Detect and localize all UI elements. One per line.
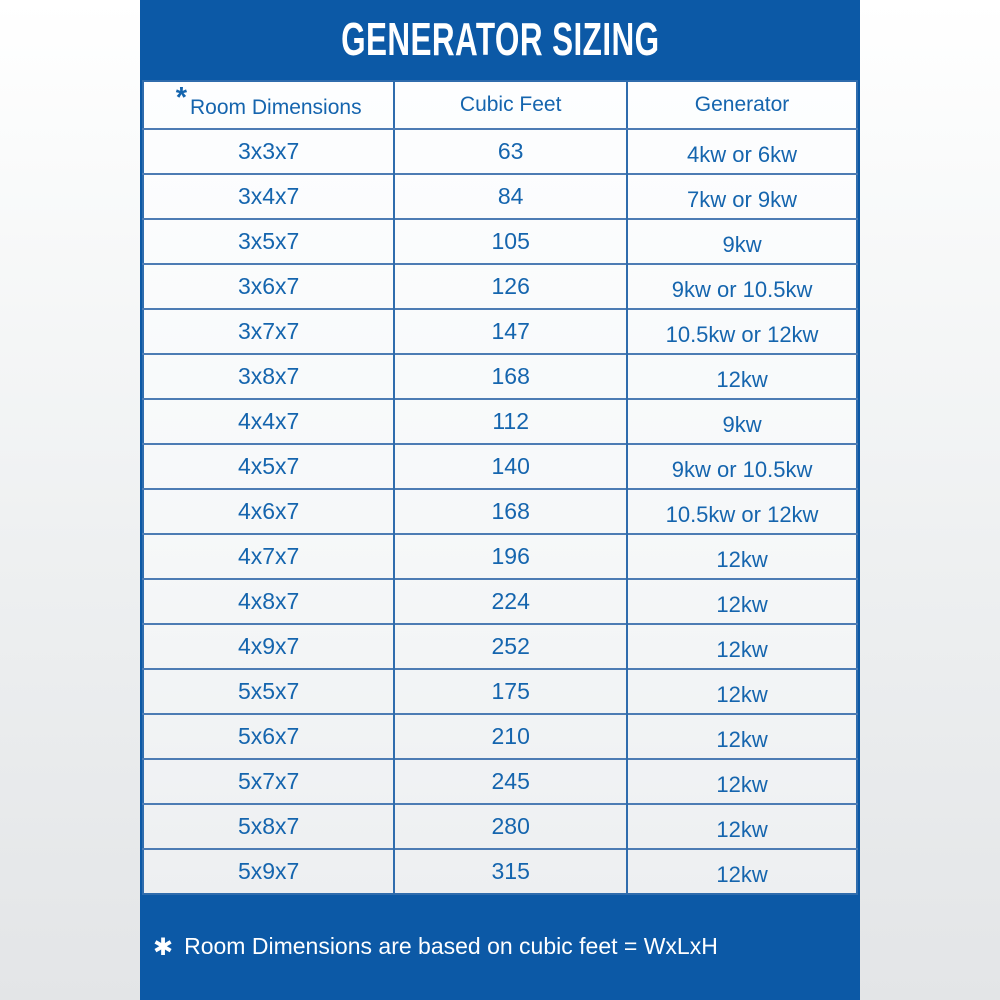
cell-room-dimensions: 4x8x7 bbox=[143, 579, 394, 624]
table-row bbox=[143, 759, 857, 804]
cell-generator: 12kw bbox=[627, 624, 857, 669]
table-header-row bbox=[143, 81, 857, 129]
cell-generator: 10.5kw or 12kw bbox=[627, 489, 857, 534]
cell-cubic-feet: 112 bbox=[394, 399, 627, 444]
cell-room-dimensions: 3x5x7 bbox=[143, 219, 394, 264]
cell-generator: 9kw bbox=[627, 399, 857, 444]
table-row bbox=[143, 174, 857, 219]
cell-generator: 12kw bbox=[627, 714, 857, 759]
cell-generator: 12kw bbox=[627, 579, 857, 624]
table-row bbox=[143, 129, 857, 174]
table-row bbox=[143, 354, 857, 399]
cell-generator: 9kw or 10.5kw bbox=[627, 444, 857, 489]
table-row bbox=[143, 669, 857, 714]
cell-room-dimensions: 4x5x7 bbox=[143, 444, 394, 489]
cell-cubic-feet: 210 bbox=[394, 714, 627, 759]
cell-generator: 10.5kw or 12kw bbox=[627, 309, 857, 354]
cell-room-dimensions: 4x7x7 bbox=[143, 534, 394, 579]
table-row bbox=[143, 444, 857, 489]
cell-cubic-feet: 105 bbox=[394, 219, 627, 264]
table-row bbox=[143, 219, 857, 264]
cell-room-dimensions: 3x8x7 bbox=[143, 354, 394, 399]
col-header-generator: Generator bbox=[627, 81, 857, 129]
generator-sizing-panel bbox=[140, 0, 860, 1000]
cell-room-dimensions: 3x4x7 bbox=[143, 174, 394, 219]
cell-cubic-feet: 315 bbox=[394, 849, 627, 894]
cell-room-dimensions: 5x7x7 bbox=[143, 759, 394, 804]
cell-cubic-feet: 224 bbox=[394, 579, 627, 624]
cell-room-dimensions: 4x6x7 bbox=[143, 489, 394, 534]
cell-room-dimensions: 5x8x7 bbox=[143, 804, 394, 849]
table-row bbox=[143, 624, 857, 669]
cell-room-dimensions: 3x6x7 bbox=[143, 264, 394, 309]
cell-generator: 9kw or 10.5kw bbox=[627, 264, 857, 309]
cell-cubic-feet: 252 bbox=[394, 624, 627, 669]
cell-room-dimensions: 5x6x7 bbox=[143, 714, 394, 759]
cell-generator: 12kw bbox=[627, 849, 857, 894]
page-title: GENERATOR SIZING bbox=[340, 13, 660, 65]
cell-cubic-feet: 168 bbox=[394, 489, 627, 534]
cell-room-dimensions: 3x3x7 bbox=[237, 138, 300, 164]
table-row bbox=[143, 264, 857, 309]
cell-room-dimensions: 5x5x7 bbox=[143, 669, 394, 714]
table-body bbox=[143, 129, 857, 894]
cell-cubic-feet: 63 bbox=[394, 129, 627, 174]
table-row bbox=[143, 849, 857, 894]
cell-generator: 9kw bbox=[627, 219, 857, 264]
asterisk-icon: ✱ bbox=[153, 934, 174, 961]
col-header-room-dimensions-label: Room Dimensions bbox=[190, 95, 362, 119]
cell-room-dimensions: 5x9x7 bbox=[143, 849, 394, 894]
cell-cubic-feet: 147 bbox=[394, 309, 627, 354]
table-row bbox=[143, 804, 857, 849]
table-row bbox=[143, 309, 857, 354]
col-header-cubic-feet: Cubic Feet bbox=[394, 81, 627, 129]
cell-generator: 12kw bbox=[627, 534, 857, 579]
cell-cubic-feet: 168 bbox=[394, 354, 627, 399]
cell-generator: 12kw bbox=[627, 354, 857, 399]
cell-generator: 4kw or 6kw bbox=[627, 129, 857, 174]
generator-sizing-table bbox=[142, 80, 858, 895]
cell-cubic-feet: 245 bbox=[394, 759, 627, 804]
asterisk-icon: * bbox=[175, 81, 188, 114]
cell-cubic-feet: 84 bbox=[394, 174, 627, 219]
cell-generator: 12kw bbox=[627, 759, 857, 804]
table-row bbox=[143, 489, 857, 534]
footnote-band bbox=[140, 893, 860, 1000]
table-row bbox=[143, 579, 857, 624]
cell-generator: 12kw bbox=[627, 669, 857, 714]
cell-room-dimensions: 4x4x7 bbox=[143, 399, 394, 444]
cell-generator: 12kw bbox=[627, 804, 857, 849]
cell-generator: 7kw or 9kw bbox=[627, 174, 857, 219]
cell-cubic-feet: 126 bbox=[394, 264, 627, 309]
col-header-room-dimensions bbox=[143, 81, 394, 129]
cell-room-dimensions: 4x9x7 bbox=[143, 624, 394, 669]
cell-cubic-feet: 196 bbox=[394, 534, 627, 579]
cell-room-dimensions: 3x7x7 bbox=[143, 309, 394, 354]
table-row bbox=[143, 399, 857, 444]
cell-cubic-feet: 175 bbox=[394, 669, 627, 714]
table-row bbox=[143, 534, 857, 579]
footnote-text: Room Dimensions are based on cubic feet = WxLxH bbox=[184, 933, 718, 959]
table-row bbox=[143, 714, 857, 759]
title-band bbox=[140, 0, 860, 80]
cell-cubic-feet: 280 bbox=[394, 804, 627, 849]
cell-cubic-feet: 140 bbox=[394, 444, 627, 489]
